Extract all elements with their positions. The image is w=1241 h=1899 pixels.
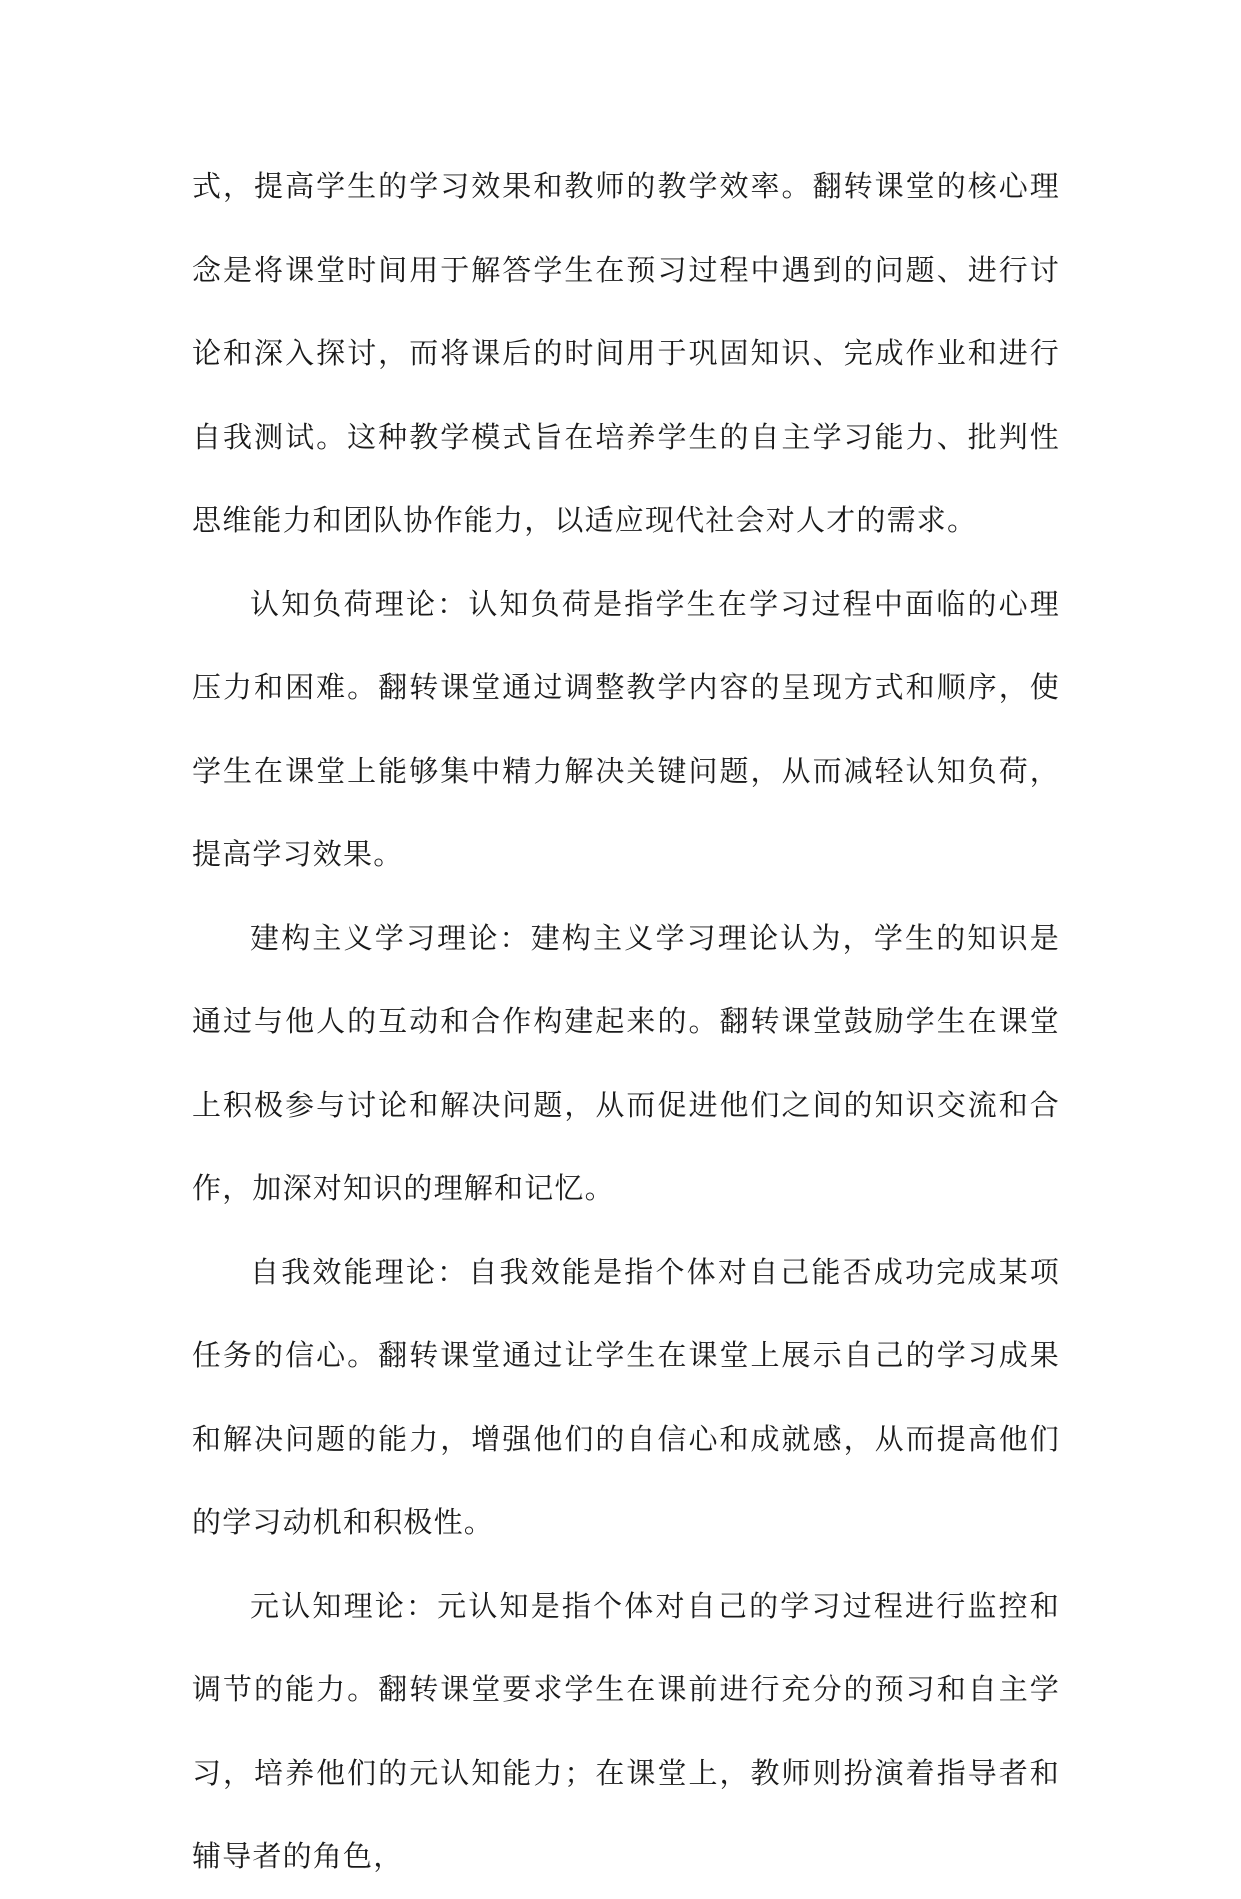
document-body <box>192 145 1060 1899</box>
paragraph-cognitive-load-theory: 认知负荷理论：认知负荷是指学生在学习过程中面临的心理压力和困难。翻转课堂通过调整教学内容的呈现方式和顺序，使学生在课堂上能够集中精力解决关键问题，从而减轻认知负荷，提高学习效果。 <box>192 586 1060 871</box>
paragraph-metacognition-theory: 元认知理论：元认知是指个体对自己的学习过程进行监控和调节的能力。翻转课堂要求学生在课前进行充分的预习和自主学习，培养他们的元认知能力；在课堂上，教师则扮演着指导者和辅导者的角色， <box>192 1588 1060 1873</box>
paragraph-constructivist-theory: 建构主义学习理论：建构主义学习理论认为，学生的知识是通过与他人的互动和合作构建起来的。翻转课堂鼓励学生在课堂上积极参与讨论和解决问题，从而促进他们之间的知识交流和合作，加深对知识的理解和记忆。 <box>192 920 1060 1205</box>
paragraph-flipped-classroom-concept: 式，提高学生的学习效果和教师的教学效率。翻转课堂的核心理念是将课堂时间用于解答学生在预习过程中遇到的问题、进行讨论和深入探讨，而将课后的时间用于巩固知识、完成作业和进行自我测试。这种教学模式旨在培养学生的自主学习能力、批判性思维能力和团队协作能力，以适应现代社会对人才的需求。 <box>192 169 1060 537</box>
paragraph-self-efficacy-theory: 自我效能理论：自我效能是指个体对自己能否成功完成某项任务的信心。翻转课堂通过让学生在课堂上展示自己的学习成果和解决问题的能力，增强他们的自信心和成就感，从而提高他们的学习动机和积极性。 <box>192 1254 1060 1539</box>
